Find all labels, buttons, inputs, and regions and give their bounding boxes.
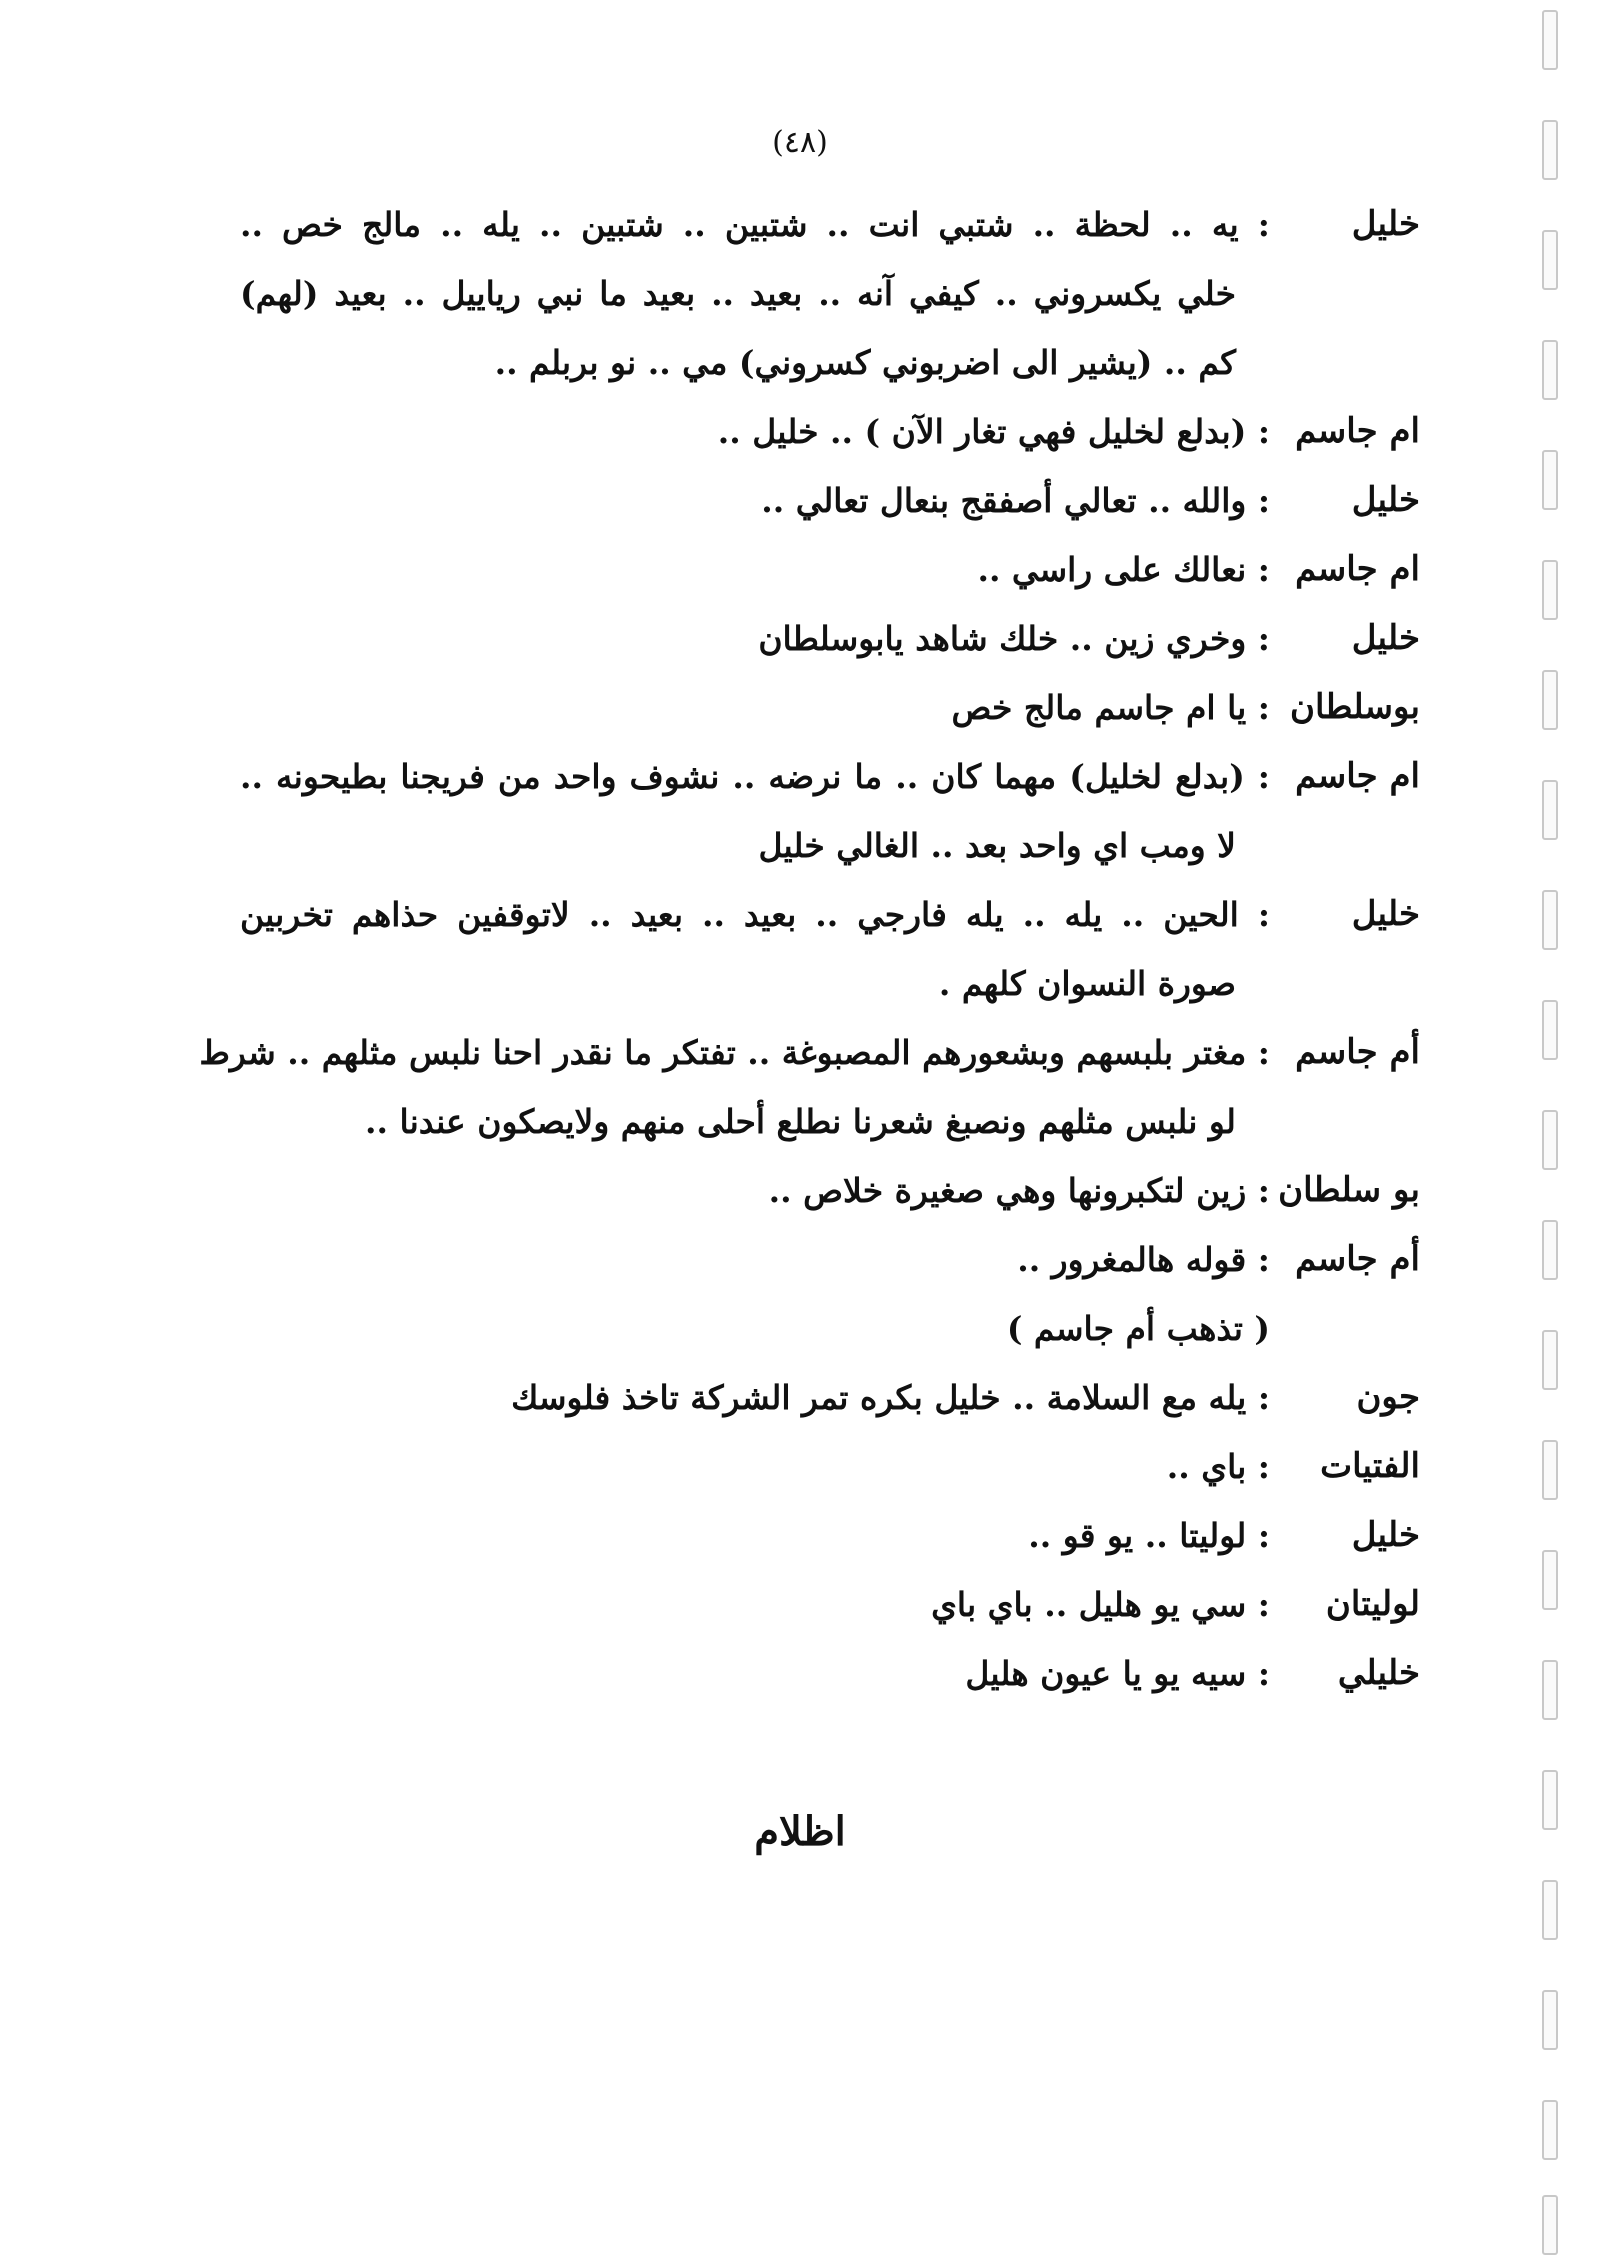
speaker-name: لوليتان	[1325, 1584, 1420, 1624]
page-number: (٤٨)	[772, 125, 828, 160]
binding-hole	[1542, 780, 1558, 840]
dialogue-line: خلي يكسروني .. كيفي آنه .. بعيد .. بعيد ما نبي رياييل .. بعيد (لهم)	[240, 274, 1236, 313]
binding-hole	[1542, 1550, 1558, 1610]
binding-hole	[1542, 1220, 1558, 1280]
dialogue-lines	[240, 535, 1270, 604]
dialogue-line: : والله .. تعالي أصفقج بنعال تعالي ..	[761, 481, 1270, 520]
dialogue-line: : زين لتكبرونها وهي صغيرة خلاص ..	[768, 1171, 1270, 1210]
speaker-name: جون	[1356, 1377, 1420, 1417]
dialogue-line: صورة النسوان كلهم .	[938, 964, 1236, 1003]
dialogue-entry	[240, 466, 1420, 535]
speaker-name: خليل	[1351, 894, 1420, 934]
binding-hole	[1542, 230, 1558, 290]
speaker-name: خليل	[1351, 204, 1420, 244]
dialogue-line: : يله مع السلامة .. خليل بكره تمر الشركة تاخذ فلوسك	[511, 1378, 1270, 1417]
speaker-name: ام جاسم	[1295, 756, 1420, 796]
dialogue-block	[199, 190, 1420, 1708]
dialogue-line: : سيه يو يا عيون هليل	[965, 1654, 1270, 1693]
speaker-name: أم جاسم	[1295, 1032, 1420, 1072]
binding-hole	[1542, 450, 1558, 510]
spiral-binding	[1530, 0, 1570, 2262]
dialogue-lines	[240, 1156, 1270, 1225]
dialogue-entry	[240, 1156, 1420, 1225]
dialogue-lines	[240, 1432, 1270, 1501]
binding-hole	[1542, 120, 1558, 180]
dialogue-entry	[240, 880, 1420, 1018]
binding-hole	[1542, 10, 1558, 70]
binding-hole	[1542, 1110, 1558, 1170]
dialogue-lines	[240, 1501, 1270, 1570]
speaker-name: خليل	[1351, 480, 1420, 520]
dialogue-line: : (بدلع لخليل) مهما كان .. ما نرضه .. نشوف واحد من فريجنا بطيحونه ..	[240, 757, 1270, 796]
binding-hole	[1542, 670, 1558, 730]
dialogue-line: : وخري زين .. خلك شاهد يابوسلطان	[758, 619, 1270, 658]
dialogue-entry	[240, 1570, 1420, 1639]
dialogue-line: : قوله هالمغرور ..	[1017, 1240, 1270, 1279]
dialogue-entry	[240, 604, 1420, 673]
binding-hole	[1542, 1770, 1558, 1830]
dialogue-line: : يا ام جاسم مالج خص	[951, 688, 1270, 727]
dialogue-entry	[240, 190, 1420, 397]
binding-hole	[1542, 890, 1558, 950]
dialogue-lines	[240, 190, 1270, 397]
dialogue-lines	[240, 1639, 1270, 1708]
dialogue-lines	[240, 604, 1270, 673]
dialogue-line: : نعالك على راسي ..	[977, 550, 1270, 589]
dialogue-lines	[240, 1570, 1270, 1639]
speaker-name: خليلي	[1337, 1653, 1420, 1693]
dialogue-entry	[240, 1639, 1420, 1708]
dialogue-lines	[240, 742, 1270, 880]
dialogue-line: لو نلبس مثلهم ونصبغ شعرنا نطلع أحلى منهم ولايصكون عندنا ..	[365, 1102, 1236, 1141]
stage-direction: ( تذهب أم جاسم )	[1006, 1309, 1270, 1348]
binding-hole	[1542, 1880, 1558, 1940]
dialogue-entry	[240, 742, 1420, 880]
binding-hole	[1542, 1660, 1558, 1720]
scene-ending: اظلام	[754, 1808, 846, 1855]
binding-hole	[1542, 340, 1558, 400]
dialogue-line: : باي ..	[1166, 1447, 1270, 1486]
dialogue-lines	[240, 1363, 1270, 1432]
dialogue-lines	[240, 673, 1270, 742]
dialogue-line: كم .. (يشير الى اضربوني كسروني) مي .. نو بربلم ..	[494, 343, 1236, 382]
binding-hole	[1542, 2195, 1558, 2255]
dialogue-lines	[240, 397, 1270, 466]
speaker-name: خليل	[1351, 1515, 1420, 1555]
speaker-name: بو سلطان	[1278, 1170, 1420, 1210]
dialogue-entry	[240, 1225, 1420, 1363]
binding-hole	[1542, 560, 1558, 620]
dialogue-entry	[240, 673, 1420, 742]
dialogue-line: لا ومب اي واحد بعد .. الغالي خليل	[758, 826, 1236, 865]
dialogue-entry	[199, 1018, 1420, 1156]
dialogue-line: : (بدلع لخليل فهي تغار الآن ) .. خليل ..	[717, 412, 1270, 451]
dialogue-entry	[240, 535, 1420, 604]
dialogue-entry	[240, 397, 1420, 466]
dialogue-lines	[199, 1018, 1270, 1156]
binding-hole	[1542, 1990, 1558, 2050]
speaker-name: أم جاسم	[1295, 1239, 1420, 1279]
binding-hole	[1542, 2100, 1558, 2160]
dialogue-lines	[240, 1225, 1270, 1363]
binding-hole	[1542, 1000, 1558, 1060]
speaker-name: خليل	[1351, 618, 1420, 658]
dialogue-line: : الحين .. يله .. يله فارجي .. بعيد .. بعيد .. لاتوقفين حذاهم تخربين	[240, 895, 1270, 934]
binding-hole	[1542, 1440, 1558, 1500]
speaker-name: بوسلطان	[1290, 687, 1420, 727]
dialogue-entry	[240, 1363, 1420, 1432]
speaker-name: الفتيات	[1320, 1446, 1420, 1486]
dialogue-line: : لوليتا .. يو قو ..	[1028, 1516, 1270, 1555]
dialogue-lines	[240, 466, 1270, 535]
dialogue-lines	[240, 880, 1270, 1018]
dialogue-line: : سي يو هليل .. باي باي	[931, 1585, 1270, 1624]
dialogue-entry	[240, 1432, 1420, 1501]
dialogue-line: : يه .. لحظة .. شتبي انت .. شتبين .. شتبين .. يله .. مالج خص ..	[240, 205, 1270, 244]
dialogue-entry	[240, 1501, 1420, 1570]
binding-hole	[1542, 1330, 1558, 1390]
dialogue-line: : مغتر بلبسهم وبشعورهم المصبوغة .. تفتكر ما نقدر احنا نلبس مثلهم .. شرط	[199, 1033, 1270, 1072]
speaker-name: ام جاسم	[1295, 549, 1420, 589]
speaker-name: ام جاسم	[1295, 411, 1420, 451]
